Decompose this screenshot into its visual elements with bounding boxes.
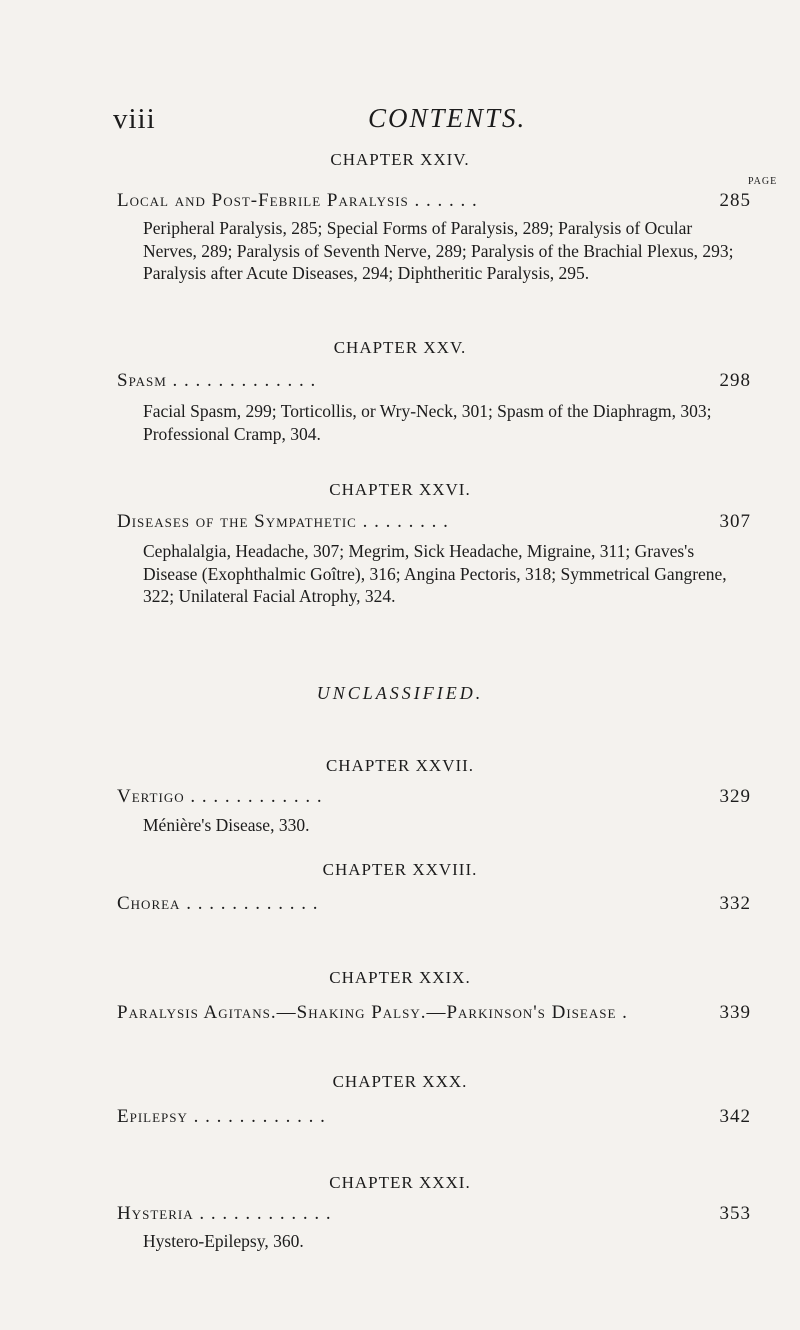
toc-subtopics: Cephalalgia, Headache, 307; Megrim, Sick Headache, Migraine, 311; Graves's Disease (Exophthalmic Goître), 316; Angina Pectoris, 318; Symmetrical Gangrene, 322; Unilateral Facial Atrophy, 324.	[143, 541, 727, 607]
toc-entry-page: 342	[719, 1106, 751, 1127]
toc-entry-title: Paralysis Agitans.—Shaking Palsy.—Parkinson's Disease .	[117, 1002, 628, 1023]
chapter-heading: CHAPTER XXX.	[332, 1072, 468, 1091]
toc-entry-title: Local and Post-Febrile Paralysis . . . . . .	[117, 190, 478, 211]
toc-subtopics: Facial Spasm, 299; Torticollis, or Wry-Neck, 301; Spasm of the Diaphragm, 303; Professional Cramp, 304.	[143, 401, 712, 444]
page-number: viii	[113, 103, 156, 135]
toc-entry-page: 339	[719, 1002, 751, 1023]
toc-entry-page: 329	[719, 786, 751, 807]
section-heading: UNCLASSIFIED.	[316, 683, 484, 703]
toc-entry-title: Epilepsy . . . . . . . . . . . .	[117, 1106, 326, 1127]
chapter-heading: CHAPTER XXXI.	[329, 1173, 471, 1192]
toc-entry-page: 332	[719, 893, 751, 914]
chapter-heading: CHAPTER XXIV.	[330, 150, 470, 169]
toc-entry[interactable]	[117, 511, 751, 533]
chapter-heading: CHAPTER XXV.	[333, 338, 467, 357]
toc-entry-title: Spasm . . . . . . . . . . . . .	[117, 370, 317, 391]
chapter-heading: CHAPTER XXIX.	[329, 968, 471, 987]
chapter-heading: CHAPTER XXVI.	[329, 480, 471, 499]
toc-entry[interactable]	[117, 786, 751, 808]
toc-entry[interactable]	[117, 893, 751, 915]
toc-entry[interactable]	[117, 1002, 751, 1024]
chapter-heading: CHAPTER XXVII.	[325, 756, 475, 775]
toc-entry[interactable]	[117, 1106, 751, 1128]
toc-subtopics: Peripheral Paralysis, 285; Special Forms of Paralysis, 289; Paralysis of Ocular Nerves, 289; Paralysis of Seventh Nerve, 289; Paralysis of the Brachial Plexus, 293; Paralysis after Acute Diseases, 294; Diphtheritic Paralysis, 295.	[143, 218, 734, 284]
toc-entry-page: 298	[719, 370, 751, 391]
toc-entry-page: 285	[719, 190, 751, 211]
toc-entry-title: Vertigo . . . . . . . . . . . .	[117, 786, 323, 807]
page-column-label: PAGE	[748, 176, 778, 187]
toc-subtopics: Ménière's Disease, 330.	[143, 815, 310, 835]
toc-entry[interactable]	[117, 1203, 751, 1225]
toc-entry-page: 307	[719, 511, 751, 532]
toc-entry-page: 353	[719, 1203, 751, 1224]
running-title: CONTENTS.	[368, 103, 527, 133]
toc-entry[interactable]	[117, 190, 751, 212]
toc-entry-title: Hysteria . . . . . . . . . . . .	[117, 1203, 332, 1224]
toc-subtopics: Hystero-Epilepsy, 360.	[143, 1231, 304, 1251]
toc-entry-title: Chorea . . . . . . . . . . . .	[117, 893, 319, 914]
toc-entry[interactable]	[117, 370, 751, 392]
chapter-heading: CHAPTER XXVIII.	[322, 860, 478, 879]
toc-entry-title: Diseases of the Sympathetic . . . . . . . .	[117, 511, 449, 532]
